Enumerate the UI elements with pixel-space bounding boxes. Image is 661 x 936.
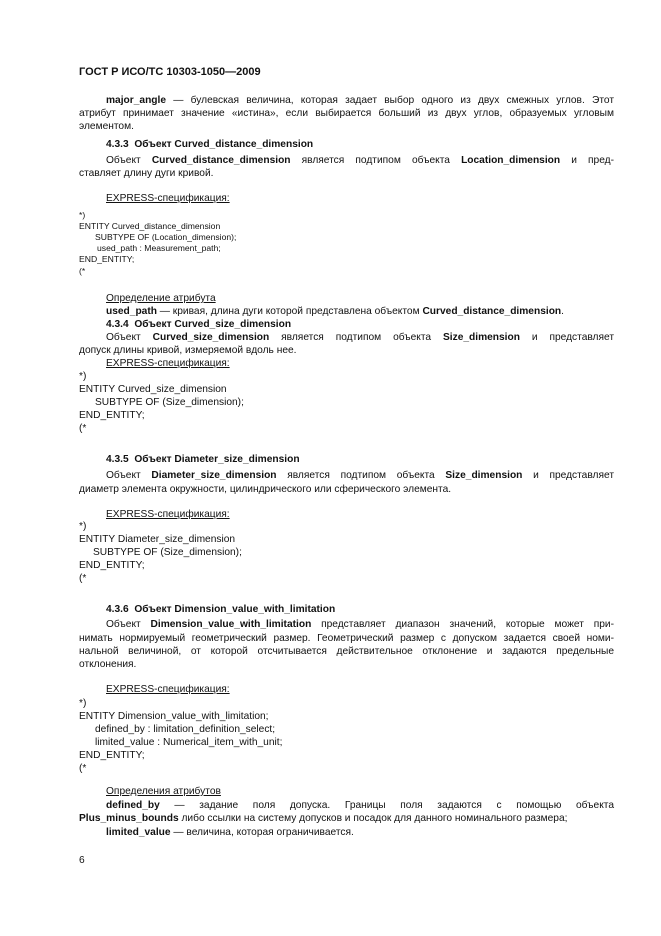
- major-angle-paragraph-line-1: major_angle — булевская величина, которая задает выбор одного из двух смежных углов. Этот: [106, 95, 614, 106]
- defined-by-definition-line-2: Plus_minus_bounds либо ссылки на систему допусков и посадок для данного номинального размера;: [79, 813, 568, 824]
- code-line: END_ENTITY;: [79, 750, 145, 761]
- code-line: (*: [79, 573, 87, 584]
- code-line: END_ENTITY;: [79, 254, 135, 264]
- section-4-3-5-paragraph-line-1: Объект Diameter_size_dimension является подтипом объекта Size_dimension и представляет: [106, 470, 614, 481]
- express-spec-label: EXPRESS-спецификация:: [106, 684, 230, 695]
- page-number: 6: [79, 855, 85, 866]
- code-line: SUBTYPE OF (Size_dimension);: [95, 397, 244, 408]
- code-line: ENTITY Diameter_size_dimension: [79, 534, 236, 545]
- major-angle-paragraph-line-3: элементом.: [79, 121, 134, 132]
- code-line: SUBTYPE OF (Size_dimension);: [93, 547, 242, 558]
- code-line: (*: [79, 266, 86, 276]
- section-4-3-3-paragraph-line-1: Объект Curved_distance_dimension является подтипом объекта Location_dimension и пред-: [106, 155, 614, 166]
- section-heading-4-3-5: 4.3.5 Объект Diameter_size_dimension: [106, 454, 300, 465]
- document-header: ГОСТ Р ИСО/ТС 10303-1050—2009: [79, 66, 261, 78]
- limited-value-definition: limited_value — величина, которая ограничивается.: [106, 827, 354, 838]
- section-heading-4-3-3: 4.3.3 Объект Curved_distance_dimension: [106, 139, 314, 150]
- code-line: (*: [79, 763, 87, 774]
- section-heading-4-3-6: 4.3.6 Объект Dimension_value_with_limitation: [106, 604, 336, 615]
- section-4-3-6-paragraph-line-1: Объект Dimension_value_with_limitation представляет диапазон значений, которые может при-: [106, 619, 614, 630]
- express-spec-label: EXPRESS-спецификация:: [106, 193, 230, 204]
- section-4-3-6-paragraph-line-4: отклонения.: [79, 659, 137, 670]
- code-line: ENTITY Curved_size_dimension: [79, 384, 227, 395]
- defined-by-definition-line-1: defined_by — задание поля допуска. Границы поля задаются с помощью объекта: [106, 800, 614, 811]
- code-line: SUBTYPE OF (Location_dimension);: [95, 232, 237, 242]
- section-4-3-3-paragraph-line-2: ставляет длину дуги кривой.: [79, 168, 214, 179]
- code-line: *): [79, 521, 87, 532]
- code-line: ENTITY Curved_distance_dimension: [79, 221, 221, 231]
- major-angle-paragraph-line-2: атрибут принимает значение «истина», если выбирается больший из двух углов, образуемых угловым: [79, 108, 614, 119]
- attribute-term: defined_by: [106, 800, 160, 811]
- express-spec-label: EXPRESS-спецификация:: [106, 358, 230, 369]
- code-line: *): [79, 210, 86, 220]
- section-4-3-6-paragraph-line-3: нальной величиной, от которой отсчитывается действительное отклонение и задаются предельные: [79, 646, 614, 657]
- attribute-term: used_path: [106, 306, 157, 317]
- code-line: used_path : Measurement_path;: [97, 243, 221, 253]
- section-4-3-4-paragraph-line-2: допуск длины кривой, измеряемой вдоль нее.: [79, 345, 297, 356]
- section-4-3-6-paragraph-line-2: нимать нормируемый геометрический размер. Геометрический размер с допуском задается своей номи-: [79, 633, 614, 644]
- code-line: limited_value : Numerical_item_with_unit;: [95, 737, 283, 748]
- attribute-term: limited_value: [106, 827, 171, 838]
- code-line: *): [79, 698, 87, 709]
- section-4-3-4-paragraph-line-1: Объект Curved_size_dimension является подтипом объекта Size_dimension и представляет: [106, 332, 614, 343]
- attribute-term: major_angle: [106, 95, 167, 106]
- code-line: (*: [79, 423, 87, 434]
- attribute-definition-heading: Определения атрибутов: [106, 786, 221, 797]
- code-line: defined_by : limitation_definition_select;: [95, 724, 276, 735]
- code-line: *): [79, 371, 87, 382]
- used-path-definition: used_path — кривая, длина дуги которой представлена объектом Curved_distance_dimension.: [106, 306, 564, 317]
- code-line: END_ENTITY;: [79, 410, 145, 421]
- section-heading-4-3-4: 4.3.4 Объект Curved_size_dimension: [106, 319, 292, 330]
- code-line: END_ENTITY;: [79, 560, 145, 571]
- express-spec-label: EXPRESS-спецификация:: [106, 509, 230, 520]
- attribute-definition-heading: Определение атрибута: [106, 293, 216, 304]
- code-line: ENTITY Dimension_value_with_limitation;: [79, 711, 269, 722]
- section-4-3-5-paragraph-line-2: диаметр элемента окружности, цилиндрического или сферического элемента.: [79, 484, 452, 495]
